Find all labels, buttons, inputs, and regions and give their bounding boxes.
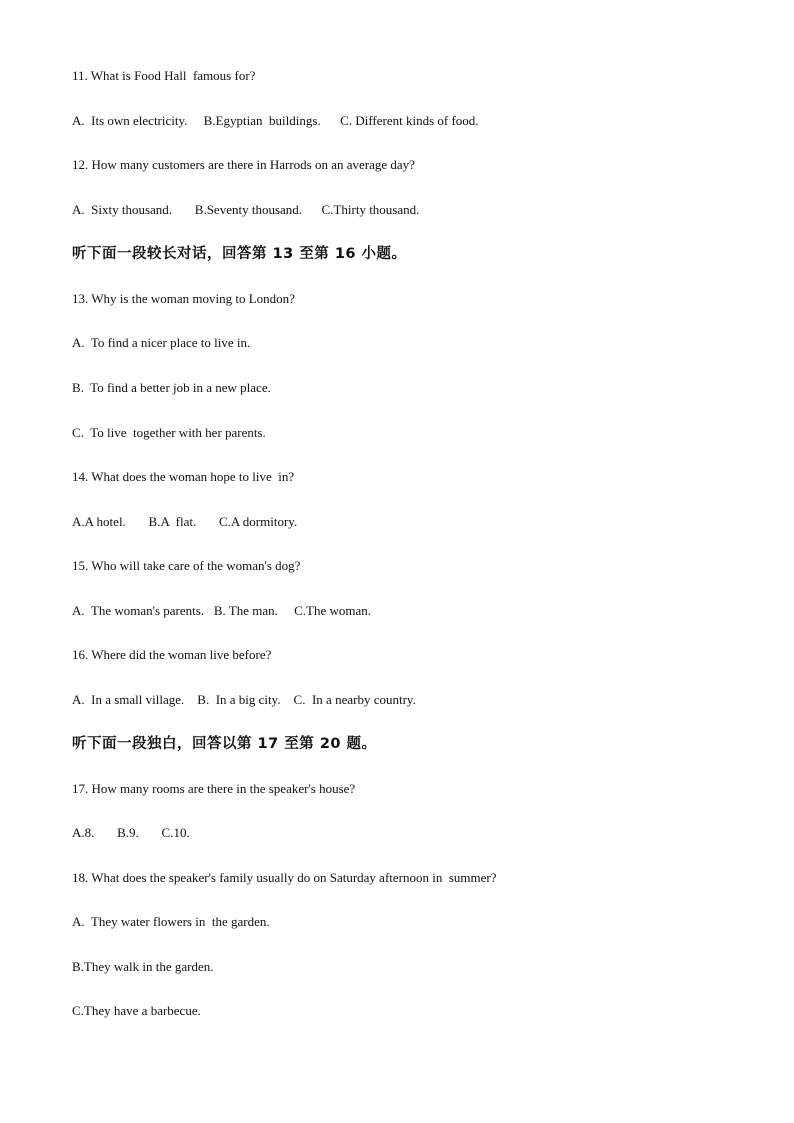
question-11: 11. What is Food Hall famous for? (72, 68, 256, 83)
question-18-option-a: A. They water flowers in the garden. (72, 914, 270, 929)
question-13-option-a: A. To find a nicer place to live in. (72, 335, 251, 350)
question-17-options: A.8. B.9. C.10. (72, 825, 190, 840)
question-12: 12. How many customers are there in Harrods on an average day? (72, 157, 415, 172)
question-17: 17. How many rooms are there in the speaker's house? (72, 781, 356, 796)
question-16: 16. Where did the woman live before? (72, 647, 272, 662)
question-16-options: A. In a small village. B. In a big city. C. In a nearby country. (72, 692, 416, 707)
question-13-option-c: C. To live together with her parents. (72, 425, 266, 440)
question-14: 14. What does the woman hope to live in? (72, 469, 295, 484)
question-18: 18. What does the speaker's family usually do on Saturday afternoon in summer? (72, 870, 497, 885)
question-18-option-b: B.They walk in the garden. (72, 959, 214, 974)
question-13: 13. Why is the woman moving to London? (72, 291, 295, 306)
question-18-option-c: C.They have a barbecue. (72, 1003, 201, 1018)
question-15: 15. Who will take care of the woman's dog? (72, 558, 301, 573)
section-heading-13-16: 听下面一段较长对话，回答第 13 至第 16 小题。 (72, 246, 407, 262)
question-14-options: A.A hotel. B.A flat. C.A dormitory. (72, 514, 298, 529)
question-12-options: A. Sixty thousand. B.Seventy thousand. C.Thirty thousand. (72, 202, 420, 217)
question-15-options: A. The woman's parents. B. The man. C.The woman. (72, 603, 372, 618)
question-11-options: A. Its own electricity. B.Egyptian buildings. C. Different kinds of food. (72, 113, 479, 128)
question-13-option-b: B. To find a better job in a new place. (72, 380, 271, 395)
section-heading-17-20: 听下面一段独白，回答以第 17 至第 20 题。 (72, 736, 377, 752)
